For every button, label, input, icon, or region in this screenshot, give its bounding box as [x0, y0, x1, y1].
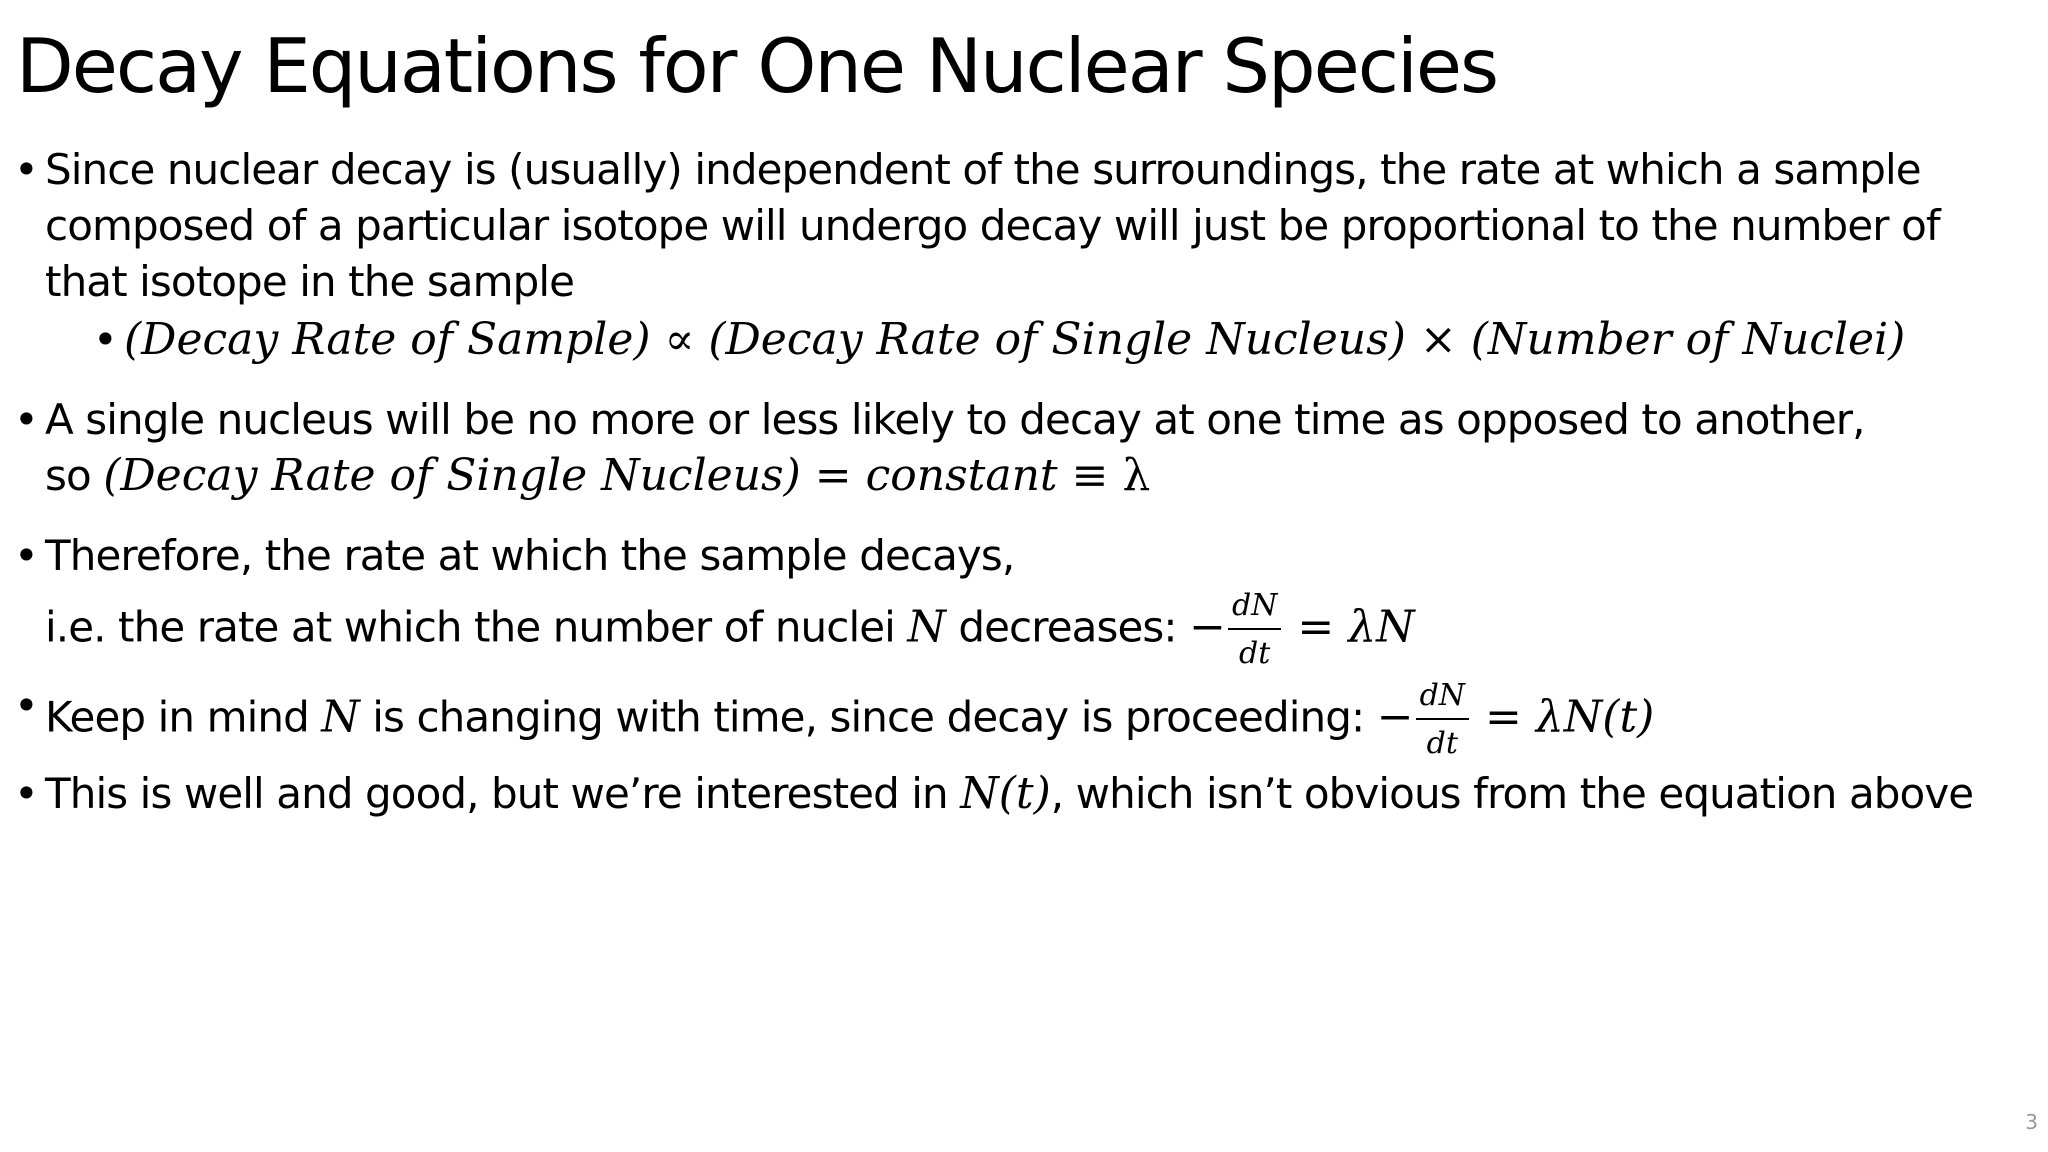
bullet-1-line-2: composed of a particular isotope will undergo decay will just be proportional to the number of	[45, 201, 1940, 250]
sub-bullet-proportionality	[14, 312, 2044, 368]
bullet-constant-rate	[14, 392, 2044, 504]
equation-rhs-2: = λN(t)	[1471, 691, 1655, 743]
derivative-numerator-2: dN	[1416, 678, 1469, 720]
equation-rhs: = λN	[1283, 601, 1415, 653]
proportional-symbol: ∝	[650, 314, 709, 365]
times-symbol: ×	[1405, 314, 1471, 365]
lambda-definition: ≡ λ	[1057, 450, 1151, 501]
term-decay-rate-nucleus-2: (Decay Rate of Single Nucleus)	[103, 450, 801, 501]
minus-sign-2: −	[1376, 691, 1414, 743]
bullet-1-line-3: that isotope in the sample	[45, 257, 575, 306]
term-decay-rate-sample: (Decay Rate of Sample)	[124, 314, 651, 365]
variable-n-2: N	[321, 691, 360, 743]
bullet-3-line-1: • Therefore, the rate at which the sample decays,	[45, 531, 1015, 580]
variable-n-of-t: N(t)	[960, 768, 1051, 819]
bullet-5-prefix: This is well and good, but we’re interested in	[45, 769, 961, 818]
bullet-interest-n-of-t	[14, 766, 2044, 822]
term-constant: constant	[865, 450, 1058, 501]
derivative-fraction-2	[1416, 678, 1469, 762]
derivative-fraction	[1228, 588, 1281, 672]
minus-sign: −	[1189, 601, 1226, 653]
bullet-sample-decay-rate	[14, 528, 2044, 672]
derivative-numerator: dN	[1228, 588, 1281, 630]
derivative-denominator-2: dt	[1426, 726, 1458, 761]
term-decay-rate-nucleus: (Decay Rate of Single Nucleus)	[708, 314, 1406, 365]
bullet-2-line-1: • A single nucleus will be no more or less likely to decay at one time as opposed to another,	[45, 395, 1865, 444]
bullet-decay-independence	[14, 142, 2044, 310]
equals-symbol: =	[800, 450, 866, 501]
bullet-5-suffix: , which isn’t obvious from the equation above	[1050, 769, 1974, 818]
slide-title: Decay Equations for One Nuclear Species	[16, 22, 1498, 110]
bullet-n-changing	[14, 678, 2044, 762]
slide-number: 3	[2025, 1110, 2038, 1134]
bullet-1-line-1: • Since nuclear decay is (usually) independent of the surroundings, the rate at which a sample	[45, 145, 1921, 194]
bullet-4-suffix: is changing with time, since decay is proceeding:	[359, 692, 1377, 742]
bullet-3-suffix: decreases:	[945, 602, 1190, 652]
term-number-of-nuclei: (Number of Nuclei)	[1470, 314, 1906, 365]
bullet-3-prefix: i.e. the rate at which the number of nuclei	[45, 602, 908, 652]
bullet-2-prefix: so	[45, 451, 104, 500]
variable-n: N	[907, 601, 946, 653]
bullet-4-prefix: Keep in mind	[45, 692, 322, 742]
derivative-denominator: dt	[1239, 636, 1271, 671]
bullet-list	[14, 142, 2044, 822]
